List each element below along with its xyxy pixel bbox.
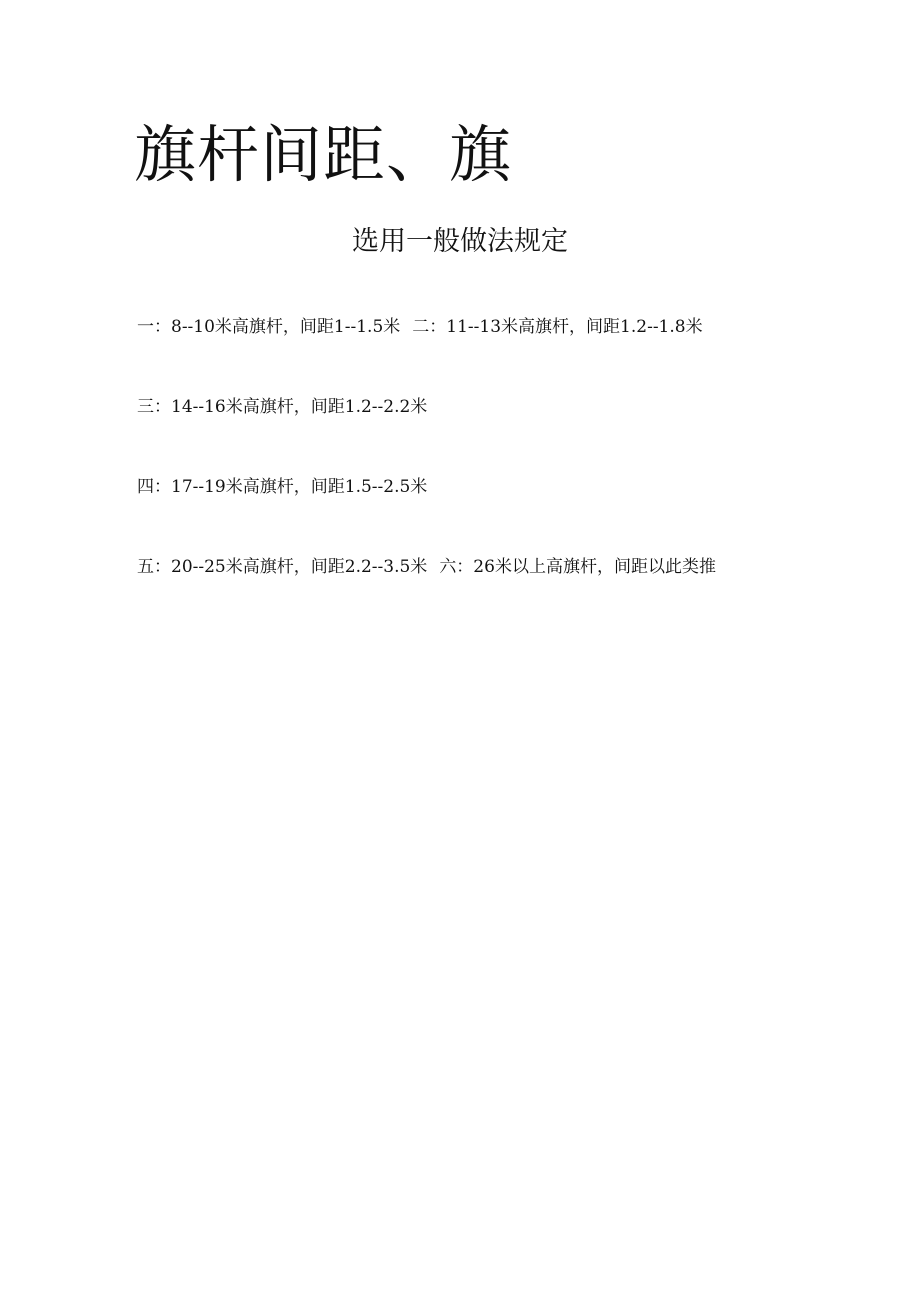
document-title: 旗杆间距、旗 bbox=[134, 118, 513, 191]
spec-item-6: 六：26米以上高旗杆，间距以此类推 bbox=[439, 557, 716, 577]
spec-line-2 bbox=[137, 395, 427, 419]
spec-item-4: 四：17--19米高旗杆，间距1.5--2.5米 bbox=[137, 477, 428, 497]
spec-item-5: 五：20--25米高旗杆，间距2.2--3.5米 bbox=[137, 557, 428, 577]
document-subtitle: 选用一般做法规定 bbox=[352, 226, 568, 257]
spec-line-4 bbox=[137, 555, 716, 579]
spec-item-2: 二：11--13米高旗杆，间距1.2--1.8米 bbox=[412, 317, 703, 337]
spec-line-1 bbox=[137, 315, 703, 339]
spec-item-1: 一：8--10米高旗杆，间距1--1.5米 bbox=[137, 317, 401, 337]
spec-item-3: 三：14--16米高旗杆，间距1.2--2.2米 bbox=[137, 397, 428, 417]
spec-line-3 bbox=[137, 475, 427, 499]
